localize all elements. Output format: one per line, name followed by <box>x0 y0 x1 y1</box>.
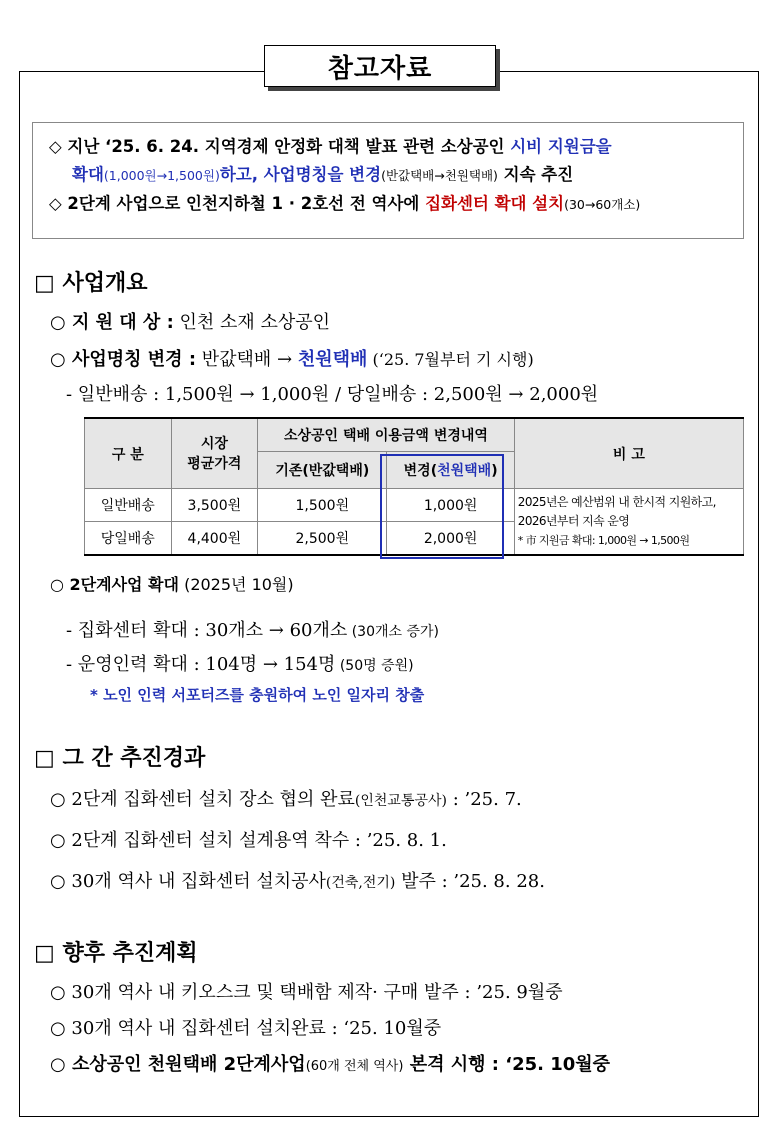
title-box <box>264 45 496 87</box>
th-after-text: 변경( <box>403 463 438 479</box>
target-value: 인천 소재 소상공인 <box>173 312 331 333</box>
rename-line <box>50 345 534 371</box>
centers-note: (30개소 증가) <box>347 624 439 640</box>
page-title: 참고자료 <box>327 53 433 84</box>
summary-note: (1,000원→1,500원) <box>103 168 220 183</box>
cell-after: 1,000원 <box>387 489 514 522</box>
summary-highlight: 시비 지원금을 <box>510 137 612 156</box>
cell-note <box>514 489 743 556</box>
th-note: 비 고 <box>514 418 743 489</box>
note-line: 2025년은 예산범위 내 한시적 지원하고, <box>517 495 716 509</box>
summary-text: ◇ 2단계 사업으로 인천지하철 1 · 2호선 전 역사에 <box>49 194 426 213</box>
th-market: 시장 평균가격 <box>171 418 258 489</box>
cell-before: 2,500원 <box>258 522 387 556</box>
progress-date: : ’25. 7. <box>447 789 522 810</box>
rename-highlight: 천원택배 <box>297 349 368 370</box>
summary-line-1 <box>49 133 731 161</box>
summary-highlight: 하고, 사업명칭을 변경 <box>219 165 382 184</box>
plan-item <box>50 1050 610 1076</box>
progress-text: ○ 30개 역사 내 집화센터 설치공사 <box>50 871 326 892</box>
note-line: 2026년부터 지속 운영 <box>517 514 630 528</box>
progress-text: ○ 2단계 집화센터 설치 설계용역 착수 : ’25. 8. 1. <box>50 830 447 851</box>
plan-text: ○ 소상공인 천원택배 2단계사업 <box>50 1054 306 1075</box>
rename-value: 반값택배 → <box>196 349 298 370</box>
summary-highlight: 집화센터 확대 설치 <box>425 194 565 213</box>
th-group: 소상공인 택배 이용금액 변경내역 <box>258 418 515 452</box>
cell-name: 당일배송 <box>85 522 172 556</box>
summary-box <box>32 122 744 239</box>
th-before: 기존(반값택배) <box>258 452 387 489</box>
th-after-text: ) <box>491 463 498 479</box>
cell-after: 2,000원 <box>387 522 514 556</box>
section-heading-overview: □ 사업개요 <box>34 271 148 296</box>
centers-line <box>66 616 439 642</box>
progress-item <box>50 785 522 811</box>
progress-note: (건축,전기) <box>325 875 396 891</box>
staff-text: - 운영인력 확대 : 104명 → 154명 <box>66 654 336 675</box>
stage2-line <box>50 572 294 595</box>
price-line: - 일반배송 : 1,500원 → 1,000원 / 당일배송 : 2,500원 → 2,000원 <box>66 384 599 405</box>
centers-text: - 집화센터 확대 : 30개소 → 60개소 <box>66 620 348 641</box>
staff-star-note: * 노인 인력 서포터즈를 충원하여 노인 일자리 창출 <box>90 686 425 704</box>
section-heading-progress: □ 그 간 추진경과 <box>34 746 206 771</box>
cell-market: 3,500원 <box>171 489 258 522</box>
rename-note: (‘25. 7월부터 기 시행) <box>367 350 534 369</box>
cell-before: 1,500원 <box>258 489 387 522</box>
progress-item <box>50 826 447 852</box>
rename-label: ○ 사업명칭 변경 : <box>50 349 197 370</box>
cell-market: 4,400원 <box>171 522 258 556</box>
target-label: ○ 지 원 대 상 : <box>50 312 174 333</box>
summary-note: (30→60개소) <box>564 197 641 212</box>
summary-line-3 <box>49 190 731 219</box>
progress-item <box>50 867 545 893</box>
plan-note: (60개 전체 역사) <box>305 1059 404 1074</box>
summary-text: ◇ 지난 ‘25. 6. 24. 지역경제 안정화 대책 발표 관련 소상공인 <box>49 137 511 156</box>
progress-note: (인천교통공사) <box>354 793 447 809</box>
summary-note: (반값택배→천원택배) <box>381 168 498 183</box>
staff-note: (50명 증원) <box>335 658 414 674</box>
staff-line <box>66 650 414 676</box>
target-line <box>50 308 330 334</box>
summary-line-2 <box>49 161 731 190</box>
progress-date: 발주 : ’25. 8. 28. <box>395 871 545 892</box>
progress-text: ○ 2단계 집화센터 설치 장소 협의 완료 <box>50 789 355 810</box>
th-after <box>387 452 514 489</box>
plan-item: ○ 30개 역사 내 키오스크 및 택배함 제작· 구매 발주 : ’25. 9월중 <box>50 982 563 1003</box>
stage2-date: (2025년 10월) <box>178 575 294 594</box>
section-heading-plan: □ 향후 추진계획 <box>34 941 198 966</box>
note-line: * 市 지원금 확대: 1,000원 → 1,500원 <box>517 534 690 547</box>
th-after-highlight: 천원택배 <box>437 463 492 479</box>
plan-date: 본격 시행 : ‘25. 10월중 <box>403 1054 611 1075</box>
stage2-label: ○ 2단계사업 확대 <box>50 575 179 594</box>
summary-text: 지속 추진 <box>497 165 574 184</box>
table-row <box>85 489 744 522</box>
plan-item: ○ 30개 역사 내 집화센터 설치완료 : ‘25. 10월중 <box>50 1018 442 1039</box>
price-table <box>84 417 744 556</box>
summary-highlight: 확대 <box>72 165 104 184</box>
cell-name: 일반배송 <box>85 489 172 522</box>
th-category: 구 분 <box>85 418 172 489</box>
